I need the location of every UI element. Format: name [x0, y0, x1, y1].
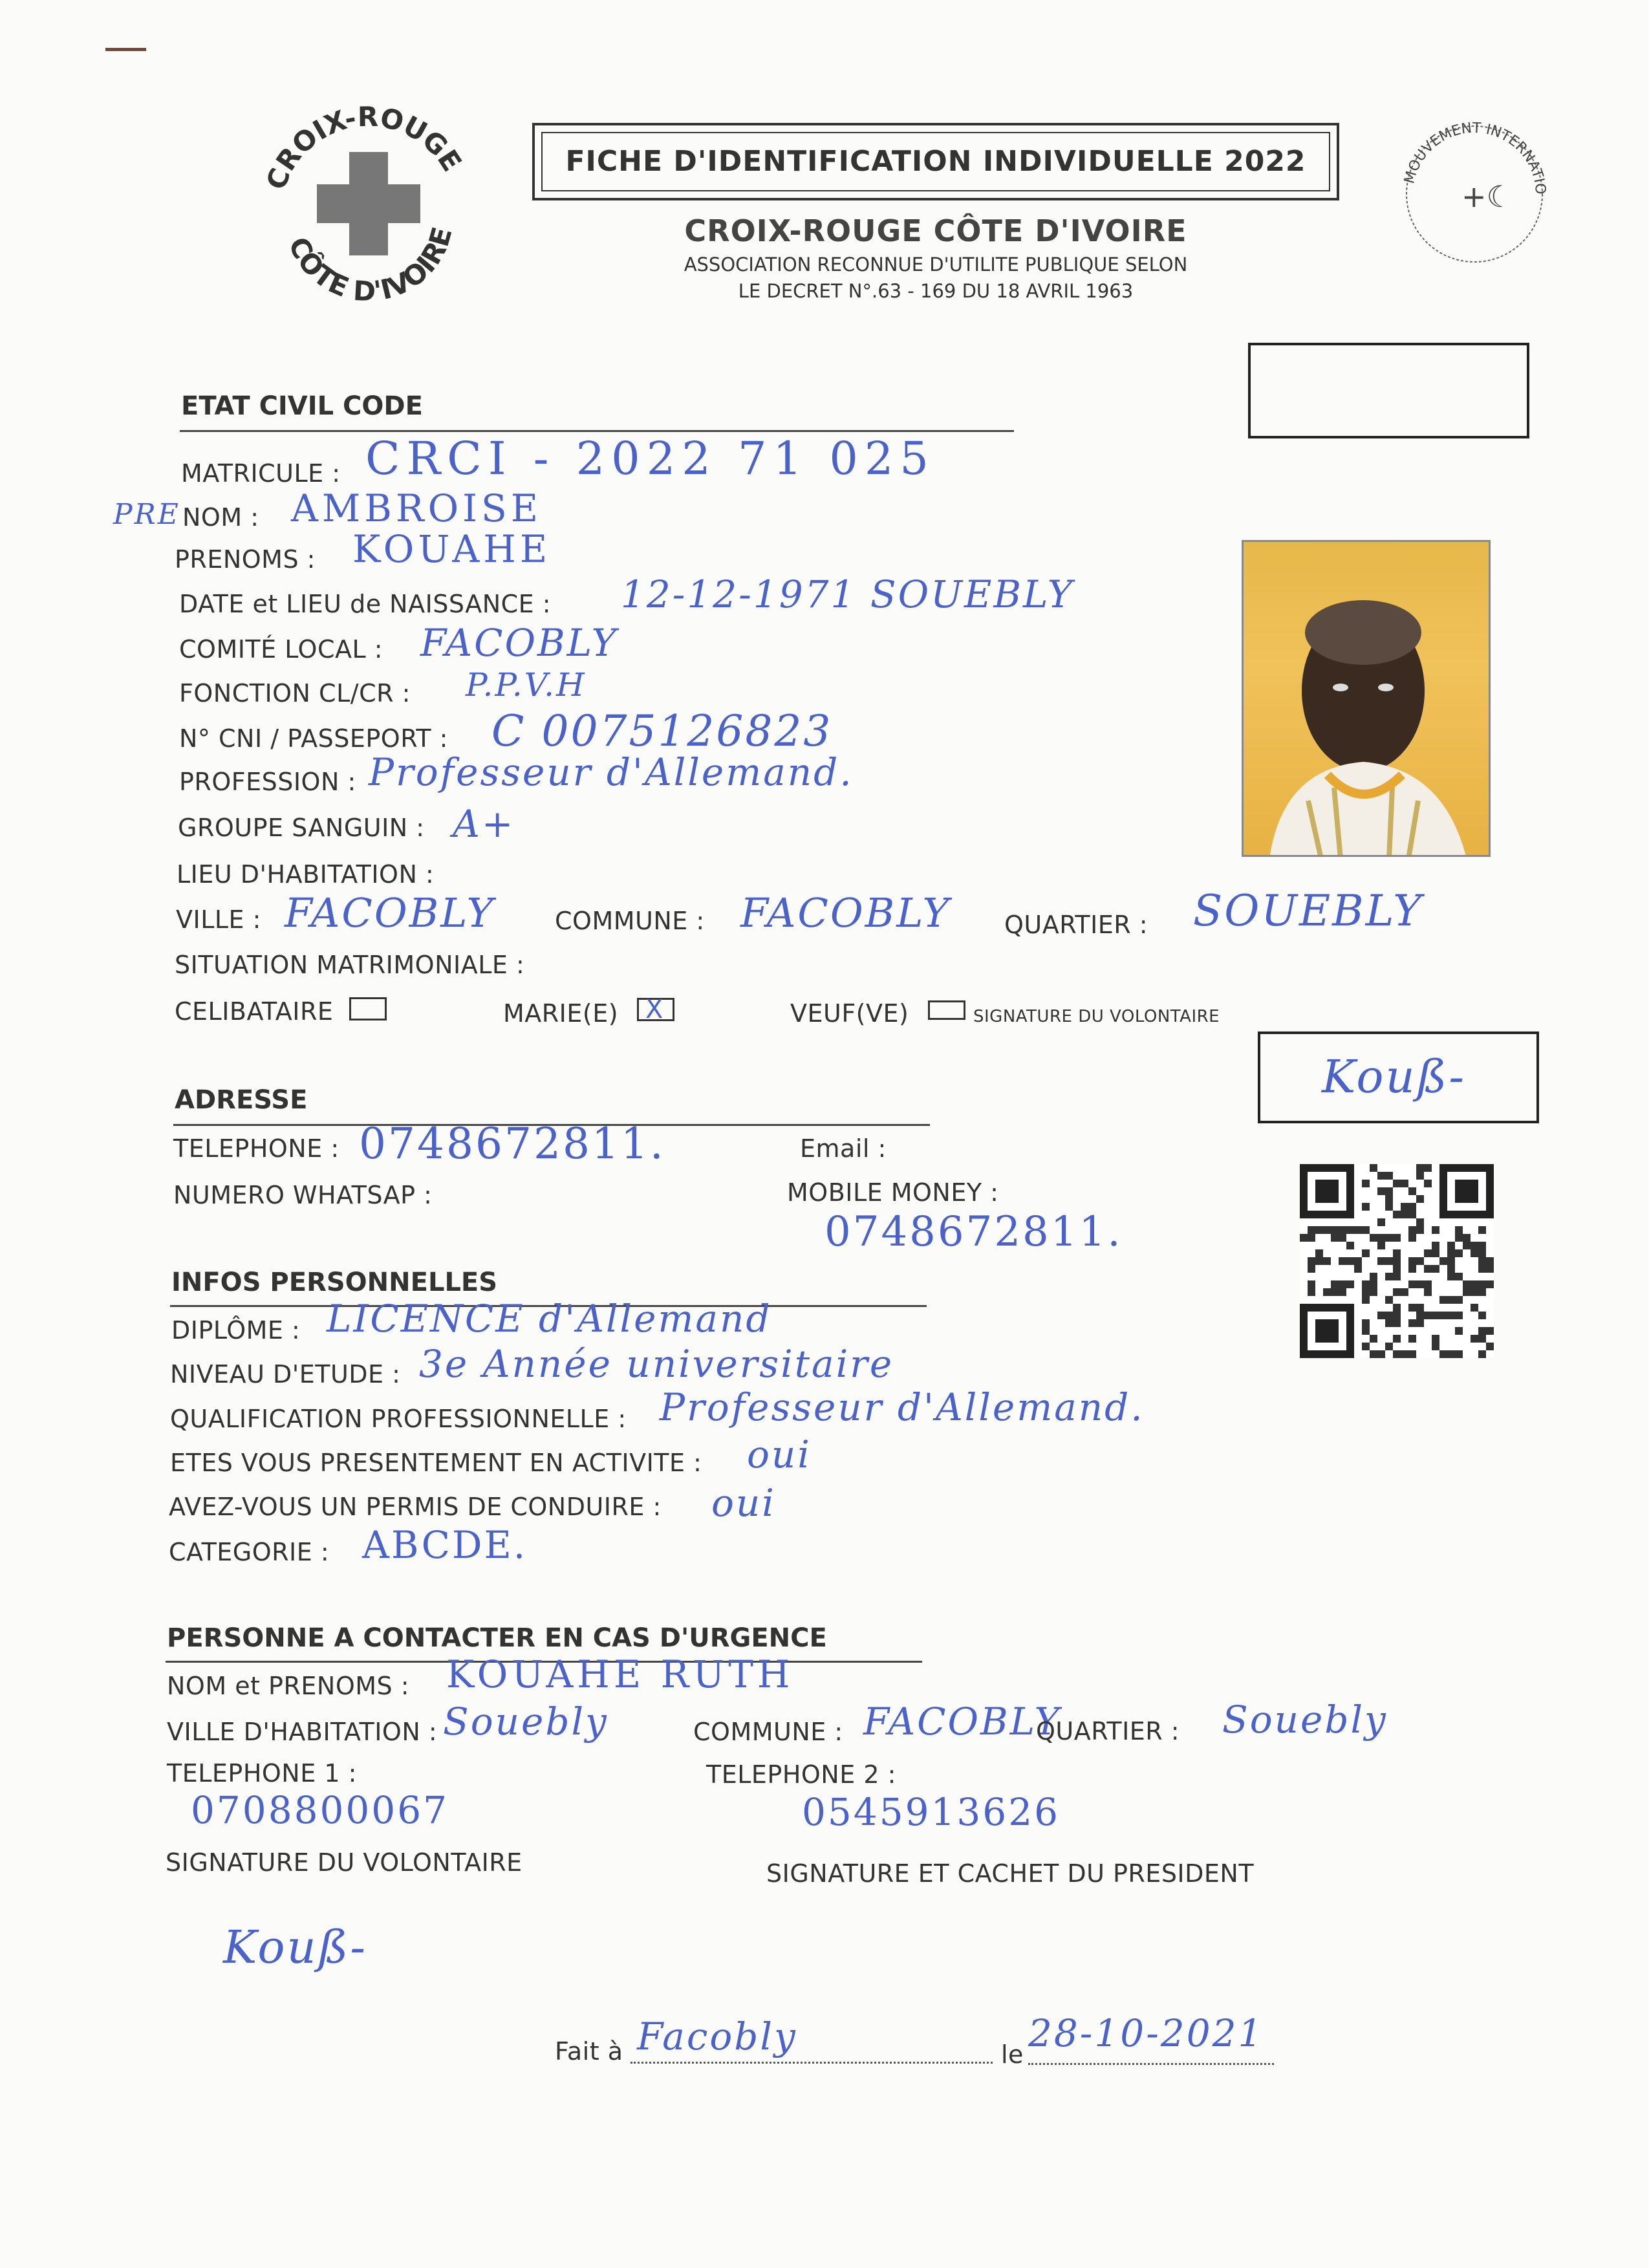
veuf-label: VEUF(VE)	[790, 999, 909, 1028]
activite-label: ETES VOUS PRESENTEMENT EN ACTIVITE :	[170, 1449, 702, 1477]
fait-label: Fait à	[555, 2037, 623, 2066]
fonction-label: FONCTION CL/CR :	[179, 679, 411, 707]
movement-stamp	[1397, 116, 1552, 272]
comite-label: COMITÉ LOCAL :	[179, 635, 383, 664]
urgence-nom-label: NOM et PRENOMS :	[167, 1672, 410, 1700]
mobile-money-label: MOBILE MONEY :	[787, 1178, 999, 1207]
urgence-commune-label: COMMUNE :	[693, 1718, 843, 1746]
tel2-label: TELEPHONE 2 :	[706, 1760, 896, 1789]
svg-text:MOUVEMENT INTERNATIONAL: MOUVEMENT INTERNATIO	[1401, 120, 1549, 195]
urgence-quartier-label: QUARTIER :	[1036, 1717, 1180, 1745]
marie-checkbox[interactable]	[637, 998, 674, 1021]
naissance-label: DATE et LIEU de NAISSANCE :	[179, 590, 552, 618]
lieu-label: LIEU D'HABITATION :	[177, 860, 435, 889]
niveau-value: 3e Année universitaire	[419, 1342, 894, 1386]
groupe-label: GROUPE SANGUIN :	[178, 814, 425, 842]
nom-label: NOM :	[182, 503, 259, 532]
categorie-value: ABCDE.	[362, 1523, 528, 1567]
urgence-ville-value: Souebly	[443, 1700, 609, 1744]
margin-mark	[105, 48, 146, 51]
celibataire-label: CELIBATAIRE	[175, 997, 334, 1026]
whatsapp-label: NUMERO WHATSAP :	[173, 1181, 433, 1209]
matricule-value: CRCI - 2022 71 025	[365, 432, 935, 485]
prenoms-value: KOUAHE	[352, 527, 552, 571]
tel1-value: 0708800067	[191, 1788, 449, 1832]
section-etat-civil: ETAT CIVIL CODE	[181, 391, 423, 421]
code-box	[1248, 343, 1529, 438]
urgence-quartier-value: Souebly	[1222, 1698, 1388, 1742]
signature-volontaire-label: SIGNATURE DU VOLONTAIRE	[166, 1848, 523, 1877]
movement-stamp-icon	[1397, 116, 1552, 272]
le-label: le	[1001, 2040, 1024, 2069]
permis-label: AVEZ-VOUS UN PERMIS DE CONDUIRE :	[169, 1493, 662, 1521]
veuf-checkbox[interactable]	[928, 1000, 965, 1020]
naissance-value: 12-12-1971 SOUEBLY	[621, 572, 1075, 616]
signature-president-label: SIGNATURE ET CACHET DU PRESIDENT	[766, 1859, 1255, 1888]
comite-value: FACOBLY	[420, 621, 618, 665]
id-photo	[1242, 540, 1491, 857]
signature-volontaire-small: SIGNATURE DU VOLONTAIRE	[973, 1007, 1220, 1026]
email-label: Email :	[800, 1134, 887, 1163]
cni-label: N° CNI / PASSEPORT :	[179, 724, 448, 753]
svg-text:CÔTE D'IVOIRE: CÔTE D'IVOIRE	[282, 223, 458, 307]
situation-label: SITUATION MATRIMONIALE :	[175, 951, 525, 979]
profession-label: PROFESSION :	[179, 768, 356, 796]
qr-code-icon	[1300, 1164, 1494, 1358]
signature-box-value: Kouß-	[1322, 1050, 1467, 1103]
org-name: CROIX-ROUGE CÔTE D'IVOIRE	[684, 213, 1187, 248]
tel2-value: 0545913626	[802, 1790, 1061, 1834]
cni-value: C 0075126823	[491, 706, 833, 756]
section-adresse: ADRESSE	[175, 1085, 308, 1115]
urgence-commune-value: FACOBLY	[863, 1700, 1061, 1744]
quartier-label: QUARTIER :	[1004, 911, 1148, 939]
celibataire-checkbox[interactable]	[349, 997, 387, 1021]
section-urgence: PERSONNE A CONTACTER EN CAS D'URGENCE	[167, 1623, 827, 1653]
signature-box	[1258, 1031, 1539, 1123]
qualification-label: QUALIFICATION PROFESSIONNELLE :	[170, 1405, 627, 1433]
prenoms-label: PRENOMS :	[175, 545, 316, 574]
mobile-money-value: 0748672811.	[824, 1208, 1123, 1256]
qualification-value: Professeur d'Allemand.	[660, 1385, 1145, 1429]
fonction-value: P.P.V.H	[466, 666, 587, 704]
red-cross-logo	[255, 100, 482, 307]
volontaire-signature: Kouß-	[223, 1921, 368, 1974]
svg-text:+☾: +☾	[1461, 179, 1513, 214]
telephone-value: 0748672811.	[359, 1119, 665, 1169]
diplome-label: DIPLÔME :	[171, 1316, 301, 1345]
red-cross-emblem-icon	[255, 100, 482, 307]
ville-label: VILLE :	[176, 905, 261, 934]
marie-label: MARIE(E)	[503, 999, 619, 1028]
activite-value: oui	[747, 1432, 812, 1476]
telephone-label: TELEPHONE :	[173, 1134, 339, 1163]
title-box	[532, 123, 1339, 200]
permis-value: oui	[711, 1481, 776, 1525]
qr-code	[1300, 1164, 1494, 1358]
urgence-ville-label: VILLE D'HABITATION :	[167, 1718, 438, 1746]
ville-value: FACOBLY	[285, 889, 495, 936]
section-infos: INFOS PERSONNELLES	[171, 1268, 498, 1297]
nom-value: AMBROISE	[291, 486, 543, 530]
groupe-value: A+	[453, 802, 515, 846]
org-subtitle-2: LE DECRET N°.63 - 169 DU 18 AVRIL 1963	[738, 280, 1134, 302]
prenom-correction: PRE	[113, 498, 180, 531]
diplome-value: LICENCE d'Allemand	[327, 1297, 772, 1341]
fait-value: Facobly	[637, 2014, 797, 2058]
profession-value: Professeur d'Allemand.	[369, 750, 854, 794]
svg-text:CROIX-ROUGE: CROIX-ROUGE	[259, 100, 468, 194]
niveau-label: NIVEAU D'ETUDE :	[170, 1360, 401, 1388]
portrait-icon	[1244, 542, 1491, 857]
quartier-value: SOUEBLY	[1193, 886, 1423, 936]
urgence-nom-value: KOUAHE RUTH	[446, 1652, 794, 1696]
date-value: 28-10-2021	[1028, 2011, 1264, 2055]
form-title: FICHE D'IDENTIFICATION INDIVIDUELLE 2022	[565, 145, 1306, 178]
tel1-label: TELEPHONE 1 :	[167, 1759, 357, 1787]
matricule-label: MATRICULE :	[181, 459, 341, 488]
categorie-label: CATEGORIE :	[169, 1538, 330, 1566]
commune-value: FACOBLY	[740, 889, 951, 936]
commune-label: COMMUNE :	[555, 907, 705, 935]
org-subtitle-1: ASSOCIATION RECONNUE D'UTILITE PUBLIQUE SELON	[684, 254, 1188, 275]
